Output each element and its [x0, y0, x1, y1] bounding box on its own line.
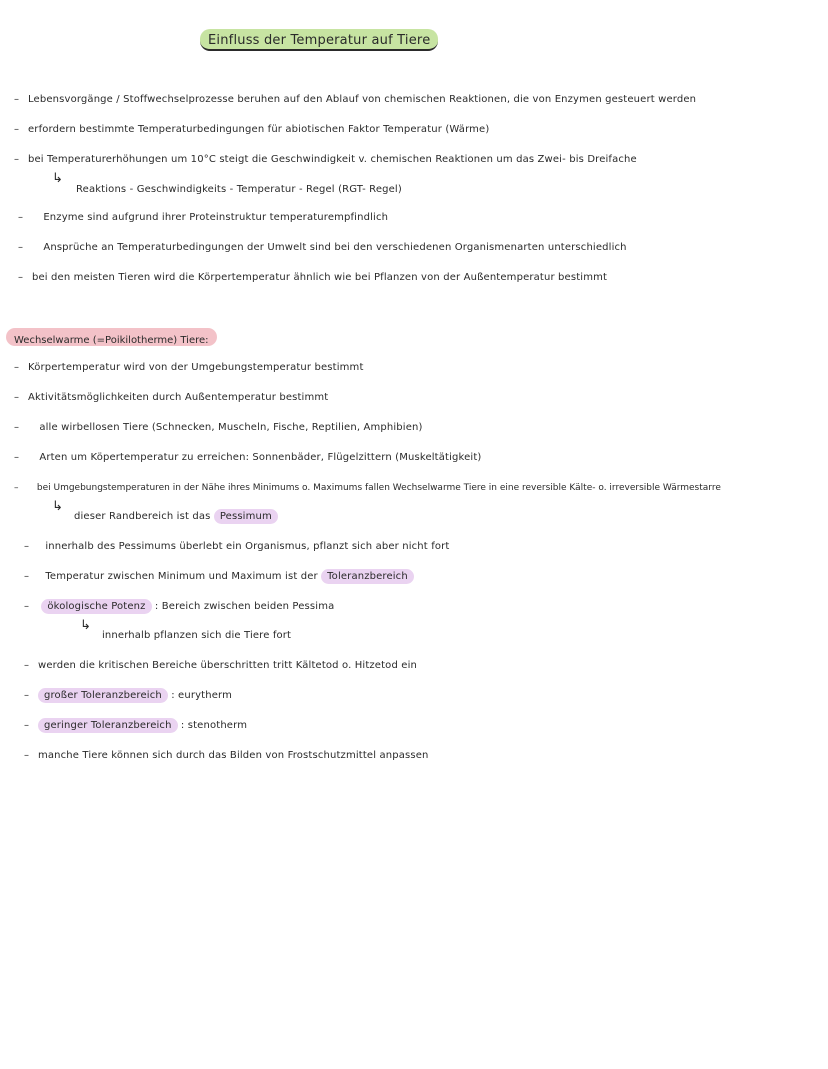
list-item — [24, 570, 414, 584]
dash: – — [18, 212, 24, 223]
list-item-text: Temperatur zwischen Minimum und Maximum ist der — [45, 571, 318, 582]
list-item — [24, 540, 449, 554]
dash: – — [24, 720, 30, 731]
dash: – — [24, 750, 30, 761]
term-grosser-toleranzbereich: großer Toleranzbereich — [38, 688, 168, 703]
dash: – — [14, 154, 20, 165]
list-item — [14, 391, 328, 405]
list-item — [18, 211, 388, 225]
list-item-text: manche Tiere können sich durch das Bilden von Frostschutzmittel anpassen — [38, 750, 429, 761]
list-item-text: dieser Randbereich ist das — [74, 511, 211, 522]
list-item-text: Reaktions - Geschwindigkeits - Temperatur - Regel (RGT- Regel) — [76, 184, 402, 195]
list-item — [14, 123, 489, 137]
dash: – — [14, 422, 20, 433]
list-item — [18, 271, 607, 285]
dash: – — [24, 690, 30, 701]
list-item — [14, 481, 721, 495]
dash: – — [14, 362, 20, 373]
list-item — [14, 451, 481, 465]
list-item — [24, 719, 247, 733]
list-item — [24, 689, 232, 703]
list-item — [18, 241, 627, 255]
list-item-text: Körpertemperatur wird von der Umgebungstemperatur bestimmt — [28, 362, 364, 373]
list-item-text: Enzyme sind aufgrund ihrer Proteinstruktur temperaturempfindlich — [43, 212, 389, 223]
dash: – — [18, 242, 24, 253]
dash: – — [24, 601, 30, 612]
dash: – — [14, 124, 20, 135]
list-item — [24, 749, 429, 763]
title-highlight — [200, 29, 438, 51]
dash: – — [14, 483, 19, 493]
list-item — [24, 659, 417, 673]
list-item-text: Ansprüche an Temperaturbedingungen der Umwelt sind bei den verschiedenen Organismenarten unterschiedlich — [43, 242, 627, 253]
list-item-text: bei Temperaturerhöhungen um 10°C steigt die Geschwindigkeit v. chemischen Reaktionen um das Zwei- bis Dreifache — [28, 154, 637, 165]
page-title: Einfluss der Temperatur auf Tiere — [208, 33, 431, 48]
term-geringer-toleranzbereich: geringer Toleranzbereich — [38, 718, 178, 733]
list-item-sub — [76, 183, 402, 197]
list-item-text: Lebensvorgänge / Stoffwechselprozesse beruhen auf den Ablauf von chemischen Reaktionen, die von Enzymen gesteuert werden — [28, 94, 697, 105]
arrow-icon: ↳ — [52, 499, 63, 514]
list-item — [14, 421, 423, 435]
section-heading: Wechselwarme (=Poikilotherme) Tiere: — [14, 335, 209, 346]
arrow-icon: ↳ — [52, 171, 63, 186]
dash: – — [14, 452, 20, 463]
list-item-text: : stenotherm — [180, 720, 248, 731]
dash: – — [24, 541, 30, 552]
list-item-text: alle wirbellosen Tiere (Schnecken, Muscheln, Fische, Reptilien, Amphibien) — [39, 422, 423, 433]
dash: – — [14, 94, 20, 105]
list-item — [24, 600, 334, 614]
list-item-sub — [102, 629, 291, 643]
list-item-text: Arten um Köpertemperatur zu erreichen: Sonnenbäder, Flügelzittern (Muskeltätigkeit) — [39, 452, 482, 463]
list-item-sub — [74, 510, 278, 524]
list-item-text: werden die kritischen Bereiche überschritten tritt Kältetod o. Hitzetod ein — [38, 660, 417, 671]
list-item-text: bei Umgebungstemperaturen in der Nähe ihres Minimums o. Maximums fallen Wechselwarme Tiere in eine reversible Kälte- o. irreversible Wärmestarre — [36, 483, 721, 493]
list-item — [14, 153, 637, 167]
list-item-text: innerhalb des Pessimums überlebt ein Organismus, pflanzt sich aber nicht fort — [45, 541, 450, 552]
arrow-icon: ↳ — [80, 618, 91, 633]
list-item — [14, 93, 696, 107]
dash: – — [24, 660, 30, 671]
list-item-text: : eurytherm — [171, 690, 232, 701]
list-item — [14, 361, 364, 375]
list-item-text: : Bereich zwischen beiden Pessima — [154, 601, 335, 612]
list-item-text: Aktivitätsmöglichkeiten durch Außentemperatur bestimmt — [28, 392, 329, 403]
list-item-text: innerhalb pflanzen sich die Tiere fort — [102, 630, 292, 641]
dash: – — [18, 272, 24, 283]
dash: – — [14, 392, 20, 403]
list-item-text: bei den meisten Tieren wird die Körpertemperatur ähnlich wie bei Pflanzen von der Außentemperatur bestimmt — [32, 272, 608, 283]
term-oekologische-potenz: ökologische Potenz — [41, 599, 151, 614]
term-pessimum: Pessimum — [214, 509, 278, 524]
term-toleranzbereich: Toleranzbereich — [321, 569, 414, 584]
list-item-text: erfordern bestimmte Temperaturbedingungen für abiotischen Faktor Temperatur (Wärme) — [28, 124, 490, 135]
dash: – — [24, 571, 30, 582]
section-heading-highlight — [6, 328, 217, 346]
